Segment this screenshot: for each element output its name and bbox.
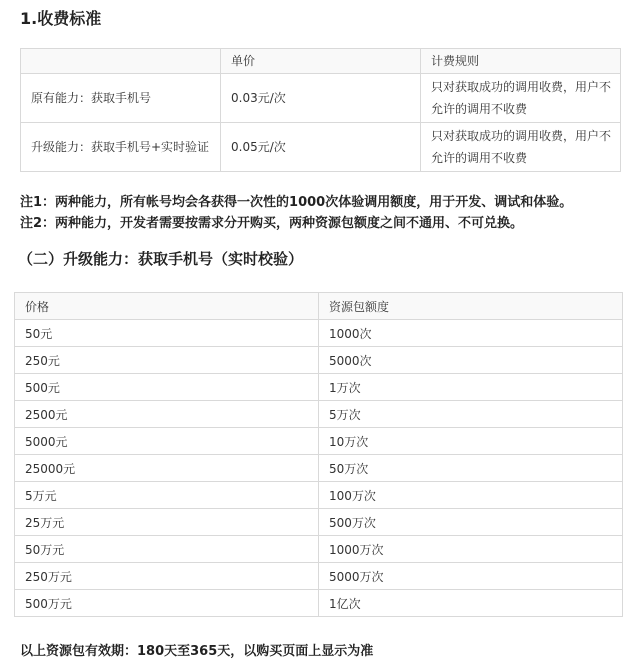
price-cell: 25万元 xyxy=(15,509,319,536)
note-1: 注1：两种能力，所有帐号均会各获得一次性的1000次体验调用额度，用于开发、调试和体验。 xyxy=(20,195,573,210)
table-row xyxy=(21,123,621,172)
capability-cell: 升级能力：获取手机号+实时验证 xyxy=(21,123,221,172)
header-cell xyxy=(21,49,221,74)
quota-cell: 5000次 xyxy=(319,347,623,374)
table-header-row xyxy=(15,293,623,320)
table-row xyxy=(15,590,623,617)
header-cell: 资源包额度 xyxy=(319,293,623,320)
table-row xyxy=(15,401,623,428)
package-table xyxy=(14,292,623,617)
note-2: 注2：两种能力，开发者需要按需求分开购买，两种资源包额度之间不通用、不可兑换。 xyxy=(20,216,524,231)
header-cell: 单价 xyxy=(221,49,421,74)
table-header-row xyxy=(21,49,621,74)
section-title-pricing: 1.收费标准 xyxy=(20,9,102,28)
quota-cell: 1亿次 xyxy=(319,590,623,617)
price-cell: 5万元 xyxy=(15,482,319,509)
table-row xyxy=(15,482,623,509)
unit-price-cell: 0.05元/次 xyxy=(221,123,421,172)
pricing-table xyxy=(20,48,621,172)
table-row xyxy=(15,428,623,455)
price-cell: 500元 xyxy=(15,374,319,401)
unit-price-cell: 0.03元/次 xyxy=(221,74,421,123)
quota-cell: 100万次 xyxy=(319,482,623,509)
table-row xyxy=(15,536,623,563)
quota-cell: 500万次 xyxy=(319,509,623,536)
table-row xyxy=(15,374,623,401)
price-cell: 2500元 xyxy=(15,401,319,428)
table-row xyxy=(15,509,623,536)
table-row xyxy=(21,74,621,123)
table-row xyxy=(15,320,623,347)
section-title-upgrade: （二）升级能力：获取手机号（实时校验） xyxy=(18,250,304,268)
quota-cell: 1000万次 xyxy=(319,536,623,563)
quota-cell: 50万次 xyxy=(319,455,623,482)
price-cell: 50元 xyxy=(15,320,319,347)
table-row xyxy=(15,455,623,482)
price-cell: 500万元 xyxy=(15,590,319,617)
quota-cell: 5万次 xyxy=(319,401,623,428)
capability-cell: 原有能力：获取手机号 xyxy=(21,74,221,123)
quota-cell: 10万次 xyxy=(319,428,623,455)
billing-rule-cell: 只对获取成功的调用收费，用户不允许的调用不收费 xyxy=(421,74,621,123)
header-cell: 计费规则 xyxy=(421,49,621,74)
table-row xyxy=(15,347,623,374)
header-cell: 价格 xyxy=(15,293,319,320)
notes xyxy=(20,192,630,234)
price-cell: 250万元 xyxy=(15,563,319,590)
quota-cell: 1万次 xyxy=(319,374,623,401)
validity-footer: 以上资源包有效期：180天至365天，以购买页面上显示为准 xyxy=(20,644,374,659)
quota-cell: 1000次 xyxy=(319,320,623,347)
price-cell: 50万元 xyxy=(15,536,319,563)
table-row xyxy=(15,563,623,590)
price-cell: 250元 xyxy=(15,347,319,374)
price-cell: 5000元 xyxy=(15,428,319,455)
quota-cell: 5000万次 xyxy=(319,563,623,590)
billing-rule-cell: 只对获取成功的调用收费，用户不允许的调用不收费 xyxy=(421,123,621,172)
price-cell: 25000元 xyxy=(15,455,319,482)
